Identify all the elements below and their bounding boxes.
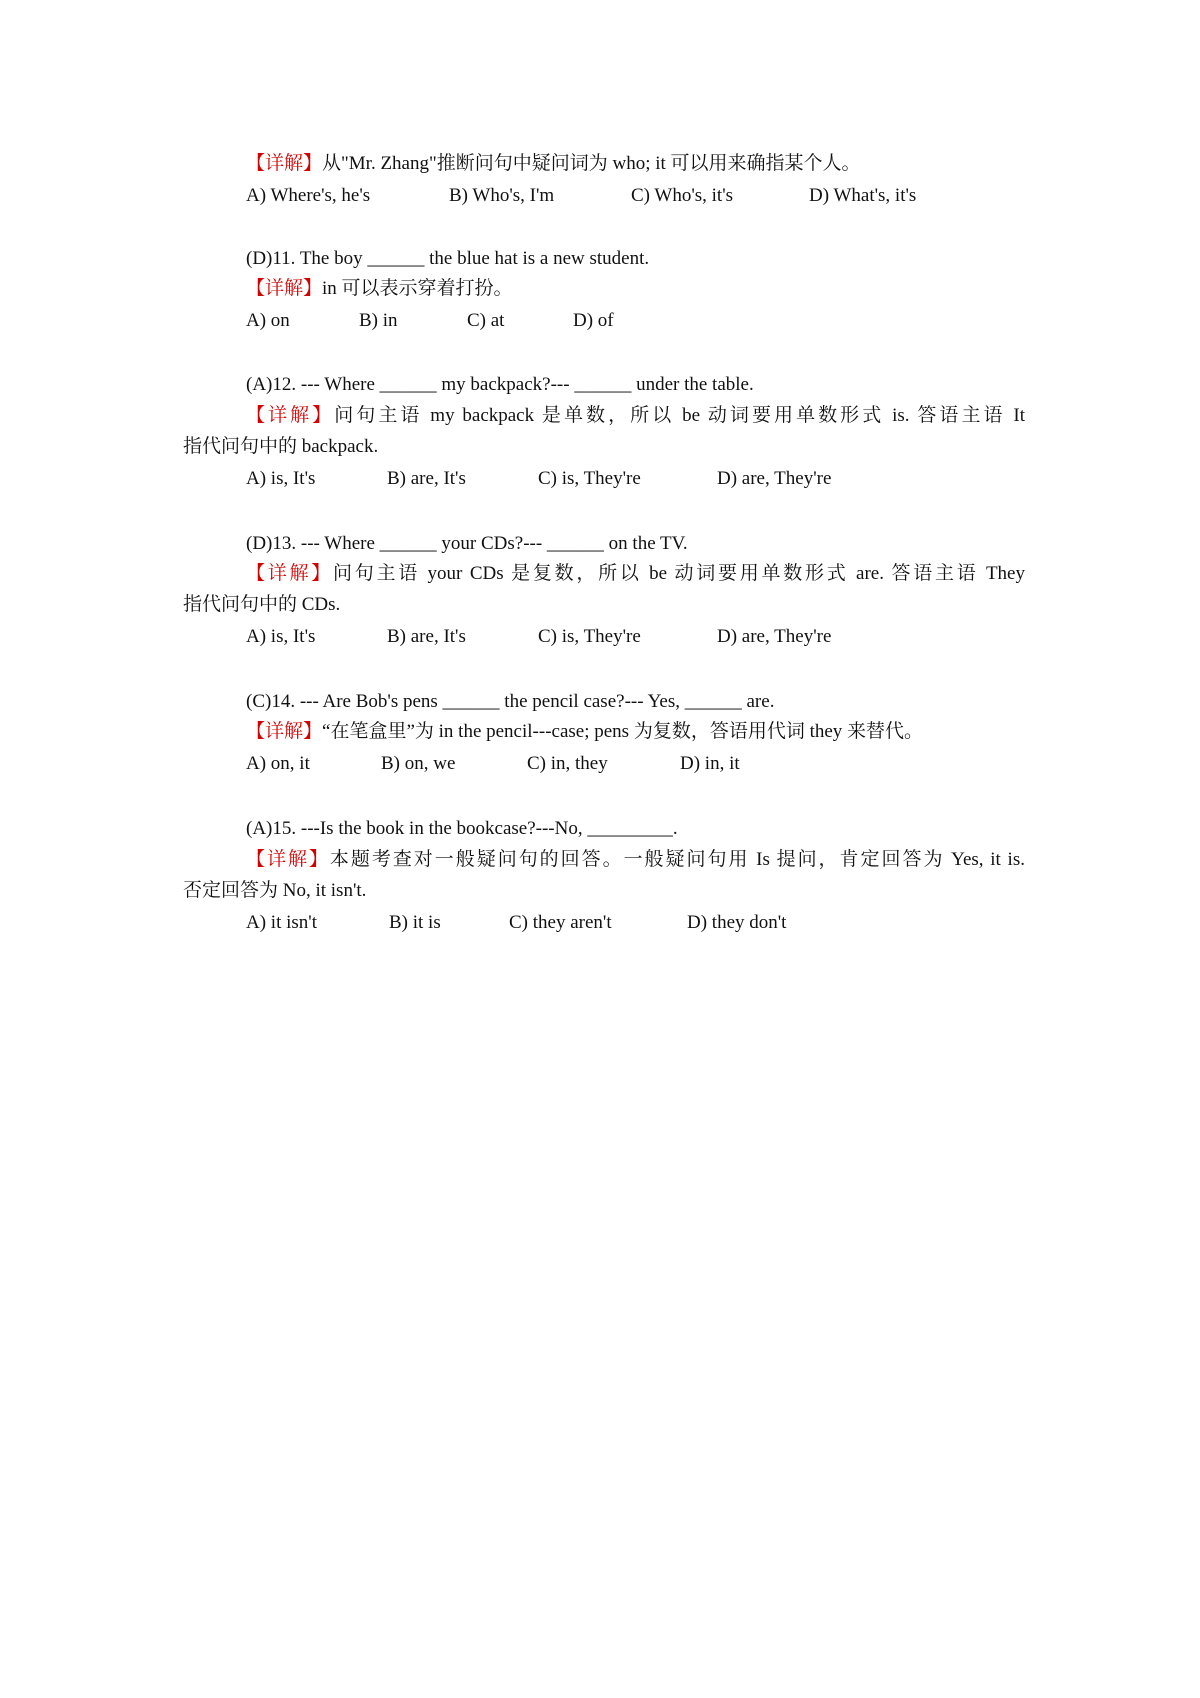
option-d: D) of	[573, 310, 614, 331]
question-11: (D)11. The boy ______ the blue hat is a new student.	[246, 248, 650, 269]
explanation-tag: 【详解】	[246, 278, 323, 299]
option-b: B) it is	[389, 912, 441, 933]
option-b: B) are, It's	[387, 626, 466, 647]
explanation-line: 【详解】问句主语 my backpack 是单数，所以 be 动词要用单数形式 is. 答语主语 It	[246, 405, 1025, 426]
option-d: D) are, They're	[717, 468, 832, 489]
option-a: A) it isn't	[246, 912, 317, 933]
option-c: C) Who's, it's	[631, 185, 734, 206]
explanation-tag: 【详解】	[246, 849, 330, 870]
option-c: C) they aren't	[509, 912, 612, 933]
explanation-continuation: 指代问句中的 backpack.	[183, 436, 379, 457]
option-a: A) is, It's	[246, 626, 316, 647]
explanation-line: 【详解】本题考查对一般疑问句的回答。一般疑问句用 Is 提问，肯定回答为 Yes, it is.	[246, 849, 1025, 870]
explanation-continuation: 指代问句中的 CDs.	[183, 594, 341, 615]
option-a: A) on, it	[246, 753, 310, 774]
question-14: (C)14. --- Are Bob's pens ______ the pencil case?--- Yes, ______ are.	[246, 691, 775, 712]
question-12: (A)12. --- Where ______ my backpack?--- ______ under the table.	[246, 374, 754, 395]
option-d: D) What's, it's	[809, 185, 917, 206]
option-c: C) is, They're	[538, 468, 641, 489]
option-c: C) in, they	[527, 753, 608, 774]
option-d: D) are, They're	[717, 626, 832, 647]
option-b: B) are, It's	[387, 468, 466, 489]
explanation-continuation: 否定回答为 No, it isn't.	[183, 880, 367, 901]
option-c: C) at	[467, 310, 505, 331]
option-a: A) is, It's	[246, 468, 316, 489]
explanation-tag: 【详解】	[246, 721, 323, 742]
explanation-tag: 【详解】	[246, 563, 333, 584]
question-13: (D)13. --- Where ______ your CDs?--- ______ on the TV.	[246, 533, 688, 554]
explanation-tag: 【详解】	[246, 405, 335, 426]
option-b: B) Who's, I'm	[449, 185, 555, 206]
explanation-line: 【详解】in 可以表示穿着打扮。	[246, 278, 513, 299]
option-b: B) in	[359, 310, 398, 331]
option-b: B) on, we	[381, 753, 456, 774]
option-d: D) they don't	[687, 912, 787, 933]
explanation-tag: 【详解】	[246, 153, 323, 174]
explanation-line: 【详解】“在笔盒里”为 in the pencil---case; pens 为复数，答语用代词 they 来替代。	[246, 721, 924, 742]
option-d: D) in, it	[680, 753, 740, 774]
question-15: (A)15. ---Is the book in the bookcase?---No, _________.	[246, 818, 678, 839]
option-c: C) is, They're	[538, 626, 641, 647]
explanation-line: 【详解】从"Mr. Zhang"推断问句中疑问词为 who; it 可以用来确指某个人。	[246, 153, 861, 174]
option-a: A) Where's, he's	[246, 185, 371, 206]
option-a: A) on	[246, 310, 290, 331]
explanation-line: 【详解】问句主语 your CDs 是复数，所以 be 动词要用单数形式 are. 答语主语 They	[246, 563, 1025, 584]
